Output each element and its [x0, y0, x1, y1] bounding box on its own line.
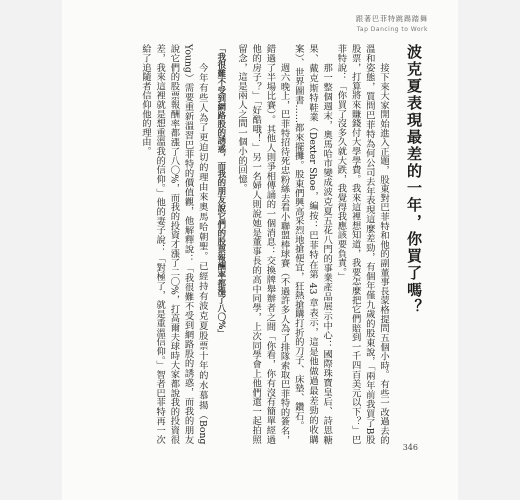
header-title-en: Tap Dancing to Work [356, 26, 428, 33]
chapter-title: 波克夏表現最差的一年，你買了嗎？ [405, 44, 423, 316]
book-page [62, 0, 458, 500]
page-number: 346 [402, 443, 418, 452]
paragraph-4: 今年有些人為了更迫切的理由來奧馬哈朝聖。已經持有波克夏股票十年的水慕揚（Bong Young）需要重新溫習巴菲特的價值觀，他解釋說：「我很難不受到網路股的誘惑，而我的朋友說它們的股票報酬率都漲了八〇%，而我的投資才漲了二〇%，打高爾夫球時大家都說我的投資很差，我來這裡就是想重溫我的信仰。」他的妻子說：「對極了，就是重溫信仰。」智者巴菲特再一次給了追隨者信仰他的理由。 [139, 44, 208, 444]
paragraph-2: 那一整個週末，奧馬哈市變成波克夏五花八門的事業產品展示中心：國際珠寶皇后、詩思糖果、戴克斯特鞋業（Dexter Shoe，編按：巴菲特在第 43 章表示，這是他做過最差勁的收購案）、世界圖書……都來擺攤。股東們興高采烈地搶便宜，狂熱搶購打折的刀子、床墊、鑽石。 [292, 44, 333, 444]
vertical-text-body [94, 44, 424, 444]
paragraph-1: 接下來大家開始進入正題，股東對巴菲特和他的副董事長蒙格提問五個小時。有些一改過去的溫和姿態，質問巴菲特為何公司去年表現這麼差勁，有個年僅九歲的股東說，「兩年前我買了B股股票，打算將來賺錢付大學學費。我來這裡想知道，我要怎麼把它們賠到一千四百美元以下？」巴菲特說：「你買了沒多久就大跌，我覺得我應該要負責。」 [335, 44, 389, 444]
highlighted-quote: 「我很難不受到網路股的誘惑，而我的朋友說它們的股票報酬率都漲了八〇%」 [216, 44, 227, 338]
paragraph-3: 週六晚上，巴菲特招待死忠粉絲去看小聯盟棒球賽（不過許多人為了排隊索取巴菲特的簽名，錯過了半場比賽）。其他人則爭相傳誦的一個消息：交換牌舉辦者之間「你看，你有沒有簡單經過他的房子？」「好酷哦！」另一名婦人則說她是董事長的高中同學，上次同學會上他們還一起拍照留念，這是兩人之間一個小的回憶。 [235, 44, 290, 444]
header-title-zh: 跟著巴菲特跳踢踏舞 [356, 15, 428, 23]
running-header [356, 14, 428, 33]
